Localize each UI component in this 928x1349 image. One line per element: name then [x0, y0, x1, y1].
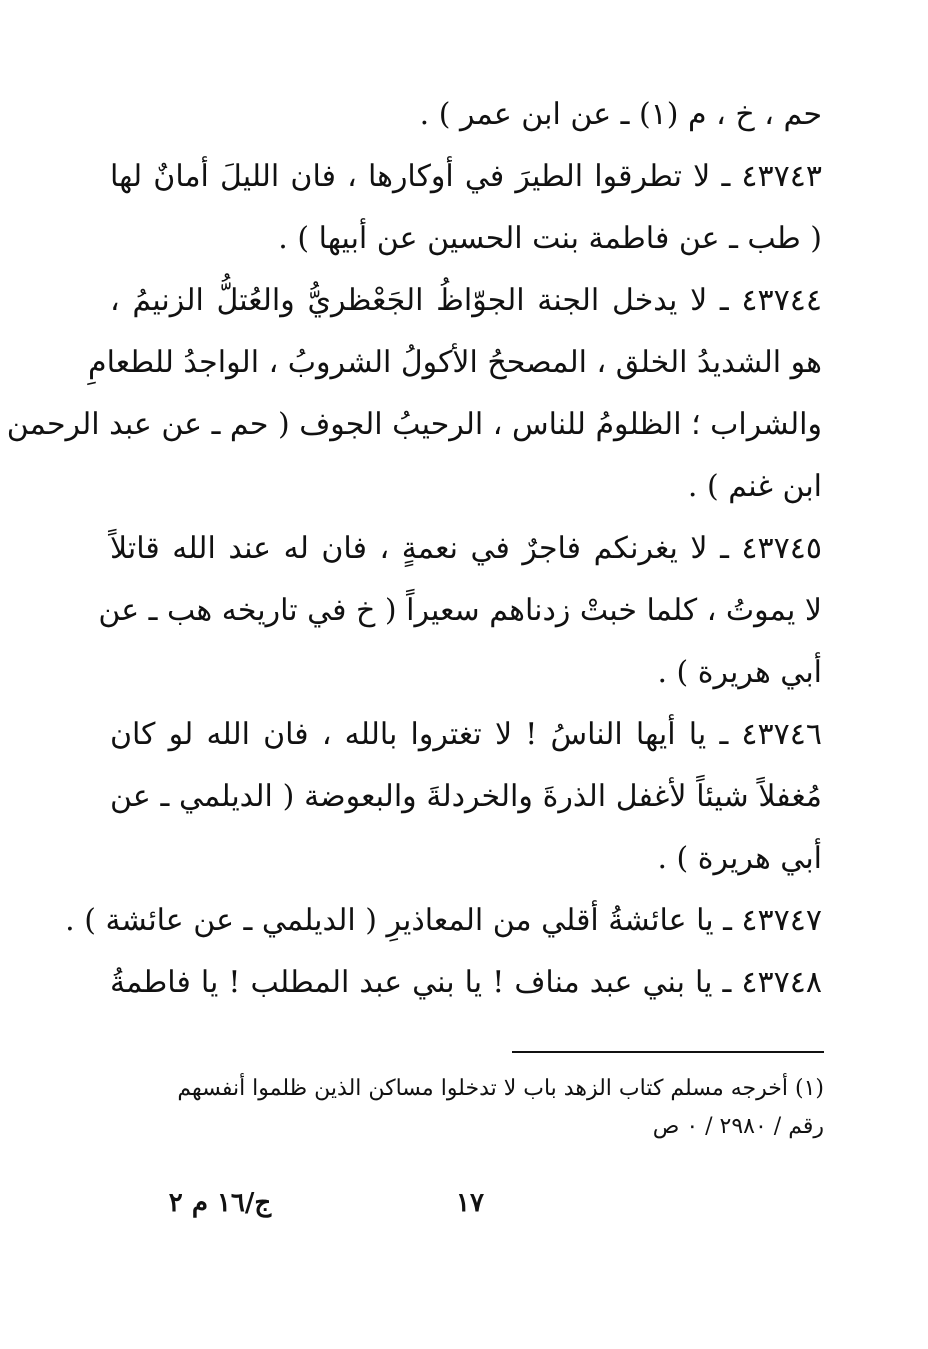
text-line-8: ٤٣٧٤٥ ـ لا يغرنكم فاجرٌ في نعمةٍ ، فان له عند الله قاتلاً: [110, 531, 822, 566]
footnote-divider: [512, 1051, 824, 1053]
page-number: ١٧: [456, 1188, 484, 1218]
text-line-3: ( طب ـ عن فاطمة بنت الحسين عن أبيها ) .: [278, 221, 822, 256]
text-line-4: ٤٣٧٤٤ ـ لا يدخل الجنة الجوّاظُ الجَعْظريُّ والعُتلُّ الزنيمُ ،: [110, 283, 822, 318]
text-line-7: ابن غنم ) .: [687, 469, 822, 504]
text-line-15: ٤٣٧٤٨ ـ يا بني عبد مناف ! يا بني عبد المطلب ! يا فاطمةُ: [110, 965, 822, 1000]
text-line-13: أبي هريرة ) .: [657, 841, 822, 876]
text-line-5: هو الشديدُ الخلق ، المصححُ الأكولُ الشروبُ ، الواجدُ للطعامِ: [88, 345, 822, 380]
footnote: [112, 1070, 824, 1146]
footnote-line-1: (١) أخرجه مسلم كتاب الزهد باب لا تدخلوا مساكن الذين ظلموا أنفسهم: [177, 1076, 824, 1101]
text-line-14: ٤٣٧٤٧ ـ يا عائشةُ أقلي من المعاذيرِ ( الديلمي ـ عن عائشة ) .: [65, 903, 822, 938]
text-line-11: ٤٣٧٤٦ ـ يا أيها الناسُ ! لا تغتروا بالله ، فان الله لو كان: [110, 717, 822, 752]
text-line-2: ٤٣٧٤٣ ـ لا تطرقوا الطيرَ في أوكارها ، فان الليلَ أمانٌ لها: [110, 159, 822, 194]
text-line-6: والشراب ؛ الظلومُ للناس ، الرحيبُ الجوف ( حم ـ عن عبد الرحمن: [6, 407, 822, 442]
text-line-9: لا يموتُ ، كلما خبتْ زدناهم سعيراً ( خ في تاريخه هب ـ عن: [98, 593, 822, 628]
text-line-1: حم ، خ ، م (١) ـ عن ابن عمر ) .: [419, 97, 822, 132]
volume-signature: ج/١٦ م ٢: [168, 1188, 272, 1218]
text-line-10: أبي هريرة ) .: [657, 655, 822, 690]
text-line-12: مُغفلاً شيئاً لأغفل الذرةَ والخردلةَ والبعوضة ( الديلمي ـ عن: [110, 779, 822, 814]
main-text: [6, 92, 822, 1022]
footnote-line-2: رقم / ٢٩٨٠ / ٠ ص: [652, 1114, 824, 1139]
